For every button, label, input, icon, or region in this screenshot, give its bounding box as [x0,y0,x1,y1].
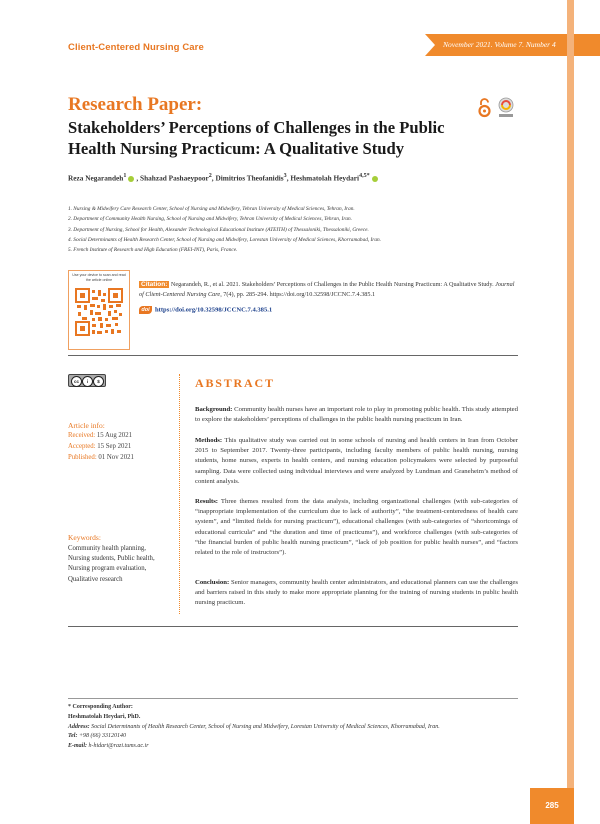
doi-icon: doi [139,306,152,314]
conclusion-text: Senior managers, community health center administrators, and educational planners can use the challenges and barriers raised in this study to make more appropriate planning for the training of nursing students in public health nursing practicum. [195,579,518,607]
accepted-date [68,443,131,450]
cc-license-badge[interactable] [68,374,106,387]
author-affil-sup: 4,5* [359,173,370,179]
page-number: 285 [530,788,574,824]
citation-label: Citation: [141,281,168,288]
affiliation-item: 4. Social Determinants of Health Research Center, School of Nursing and Midwifery, Lorestan University of Medical Sciences, Khorramabad, Iran. [68,236,381,243]
author-list [68,173,380,182]
accepted-value: 15 Sep 2021 [95,443,132,450]
abstract-background [195,405,518,425]
author-name: , Dimitrios Theofanidis [211,173,284,183]
citation-journal: Journal of Client-Centered Nursing Care [139,281,515,298]
background-text: Community health nurses have an important role to play in promoting public health. This study attempted to explore the stakeholders’ perceptions of challenges in the public health nursing practicum in Iran. [195,406,518,424]
abstract-heading: ABSTRACT [195,376,275,390]
conclusion-label: Conclusion: [195,579,230,586]
published-date [68,454,134,461]
citation-tail: , 7(4), pp. 285-294. https://doi.org/10.32598/JCCNC.7.4.385.1 [220,290,376,298]
corr-tel: +98 (66) 33120140 [77,733,126,740]
side-strip [567,0,574,824]
author-name: Reza Negarandeh [68,173,124,183]
citation-text: Negarandeh, R., et al. 2021. Stakeholders’ Perceptions of Challenges in the Public Health Nursing Practicum: A Qualitative Study. [169,281,496,288]
author-affil-sup: 3 [283,173,287,179]
corr-name: Heshmatolah Heydari, PhD. [68,713,141,720]
citation-block [139,280,517,299]
crossmark-icon[interactable] [497,97,515,119]
received-value: 15 Aug 2021 [95,432,133,439]
affiliation-item: 3. Department of Nursing, School for Health, Alexander Technological Educational Institute (ATEITH) of Thessaloniki, Thessaloniki, Greece. [68,226,369,233]
cc-icon: cc [71,376,82,387]
journal-name-part2: Nursing [142,42,183,53]
published-label: Published: [68,454,97,461]
divider [68,698,518,699]
qr-code-icon[interactable] [75,288,123,336]
open-access-icon [478,98,491,118]
paper-type: Research Paper: [68,94,203,115]
orcid-icon[interactable] [128,176,134,182]
corr-address-label: Address: [68,723,90,730]
keywords-text: Community health planning, Nursing students, Public health, Nursing program evaluation, Qualitative research [68,545,155,583]
corr-email[interactable]: h-hidari@razi.tums.ac.ir [87,743,149,750]
corresponding-author [68,703,528,752]
published-value: 01 Nov 2021 [96,454,134,461]
paper-title: Stakeholders’ Perceptions of Challenges in the Public Health Nursing Practicum: A Qualitative Study [68,118,445,158]
journal-name-part1: Client-Centered [68,42,143,53]
article-info-heading: Article info: [68,421,105,430]
corr-address: Social Determinants of Health Research Center, School of Nursing and Midwifery, Lorestan University of Medical Sciences, Khorramabad, Iran. [89,723,440,730]
issue-tab: November 2021. Volume 7. Number 4 [425,34,600,56]
author-affil-sup: 1 [123,173,127,179]
author-affil-sup: 2 [208,173,212,179]
orcid-icon[interactable] [372,176,378,182]
affiliation-item: 5. French Institute of Research and High Education (FREI-INT), Paris, France. [68,247,238,254]
affiliation-item: 1. Nursing & Midwifery Care Research Center, School of Nursing and Midwifery, Tehran University of Medical Sciences, Tehran, Iran. [68,206,355,212]
background-label: Background: [195,406,233,413]
doi-row [139,306,272,314]
abstract-methods [195,436,518,487]
methods-text: This qualitative study was carried out in some schools of nursing and health centers in Iran from October 2015 to September 2017. Twenty-three participants, including faculty members of public health nursing, nursing students, home nurses, experts in health centers, and nursing education policymakers were selected by purposeful sampling. Data were collected using individual interviews and were analyzed by Lundman and Graneheim’s method of content analysis. [195,437,518,485]
accepted-label: Accepted: [68,443,96,450]
qr-caption: Use your device to scan and read the article online [72,273,126,282]
corr-heading: * Corresponding Author: [68,704,133,710]
attribution-icon: i [82,376,93,387]
author-name: , Shahzad Pashaeypoor [136,173,209,183]
journal-name-part3: Care [182,42,204,53]
results-text: Three themes resulted from the data analysis, including organizational challenges (with sub-categories of “inappropriate implementation of the curriculum due to lack of authority”, “the treatment-centeredness of health care system”, and “limited fields for nursing practicum”), educational challenges (with sub-categories of “shortcomings of educational curricula” and “the duration and time of practicums”), and workforce challenges (with sub-categories of “the financial burden of public health nursing practicum”, “lack of job position for public health nurses”, and “factors related to the role of instructors”). [195,498,518,557]
author-name: , Heshmatolah Heydari [286,173,360,183]
journal-name [68,42,204,53]
divider [68,355,518,356]
abstract-conclusion [195,578,518,609]
received-label: Received: [68,432,96,439]
column-divider [179,374,180,614]
corr-tel-label: Tel: [68,733,78,740]
noncommercial-icon: $ [93,376,104,387]
corr-email-label: E-mail: [68,743,87,750]
affiliation-list [68,204,528,255]
results-label: Results: [195,498,219,505]
received-date [68,432,132,439]
doi-link[interactable]: https://doi.org/10.32598/JCCNC.7.4.385.1 [155,306,273,314]
abstract-results [195,497,518,558]
methods-label: Methods: [195,437,223,444]
keywords-heading: Keywords: [68,533,101,542]
affiliation-item: 2. Department of Community Health Nursing, School of Nursing and Midwifery, Tehran University of Medical Sciences, Tehran, Iran. [68,216,353,223]
divider [68,626,518,627]
